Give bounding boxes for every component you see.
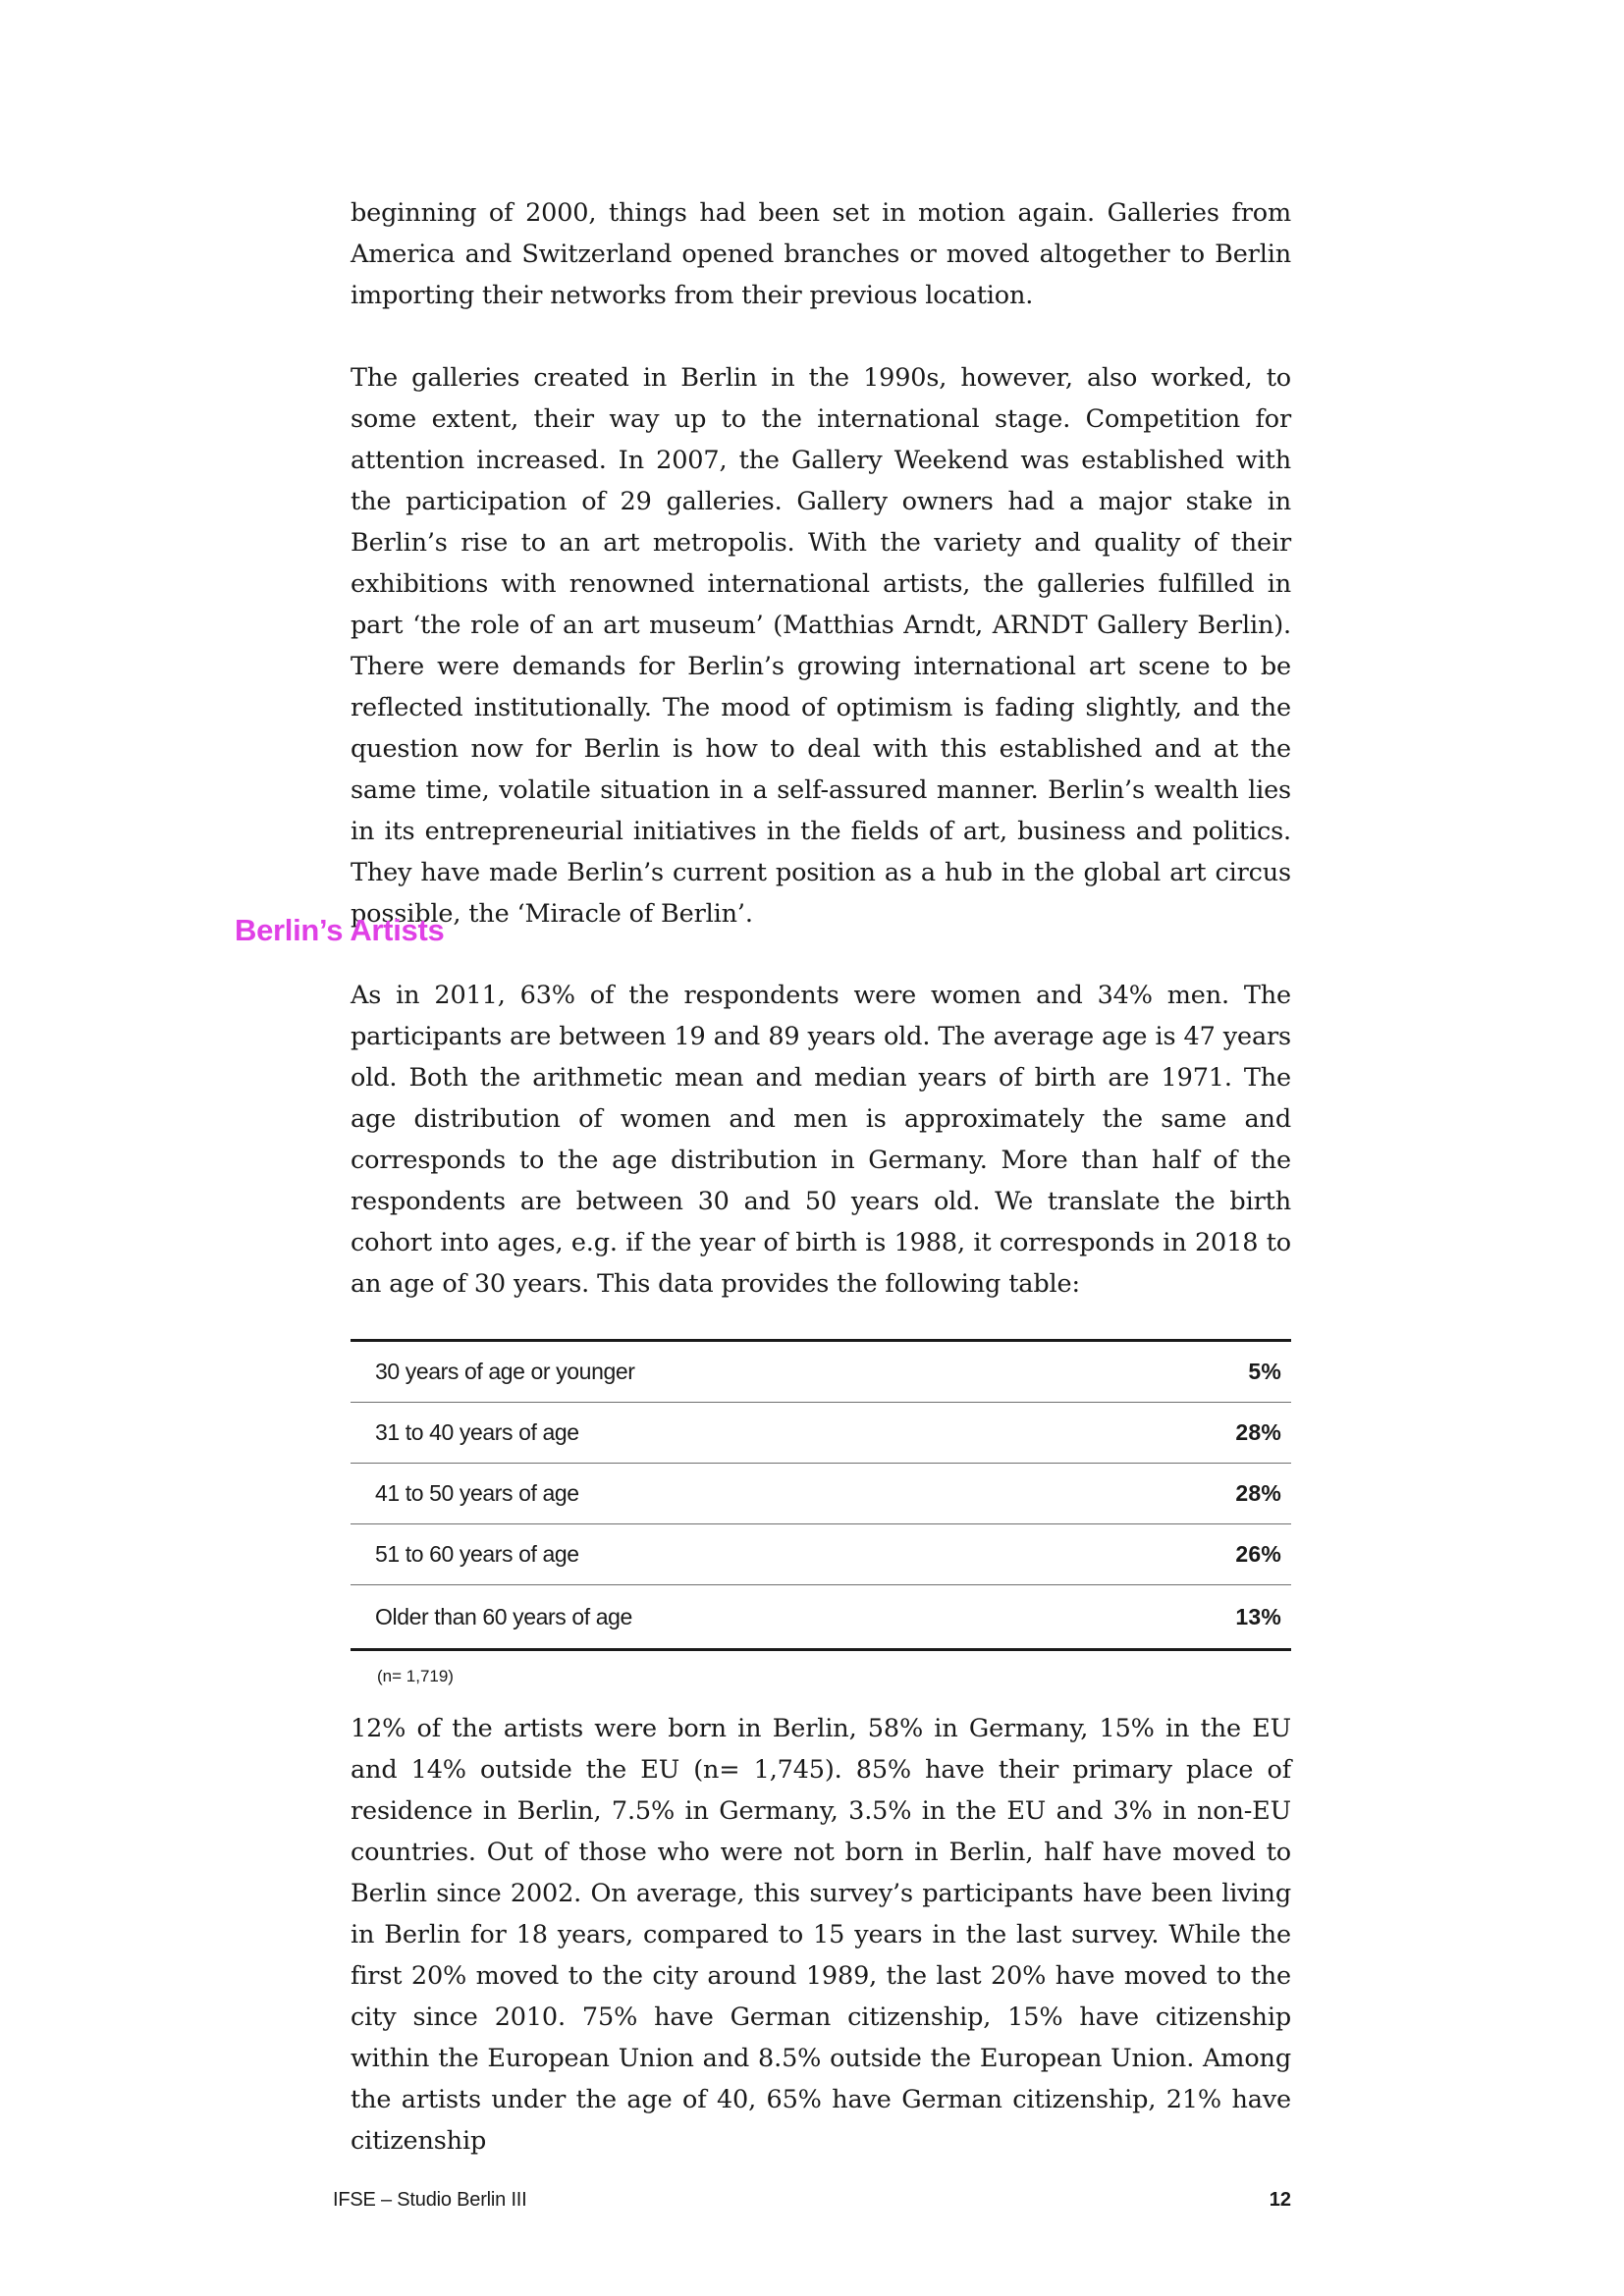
- row-label: 31 to 40 years of age: [375, 1419, 579, 1445]
- row-value: 5%: [1248, 1359, 1281, 1384]
- footer-publication: IFSE – Studio Berlin III: [333, 2189, 527, 2211]
- section-heading: Berlin’s Artists: [235, 913, 445, 947]
- row-value: 13%: [1235, 1603, 1281, 1629]
- demographics-paragraph: As in 2011, 63% of the respondents were women and 34% men. The participants are between 19 and 89 years old. The average age is 47 years old. Both the arithmetic mean and median years of birth are 1971. The age distribution of women and men is approximately the same and corresponds to the age distribution in Germany. More than half of the respondents are between 30 and 50 years old. We translate the birth cohort into ages, e.g. if the year of birth is 1988, it corresponds in 2018 to an age of 30 years. This data provides the following table:: [351, 981, 1291, 1299]
- age-distribution-table: [351, 1339, 1291, 1651]
- row-label: 41 to 50 years of age: [375, 1480, 579, 1506]
- page-number: 12: [1269, 2189, 1291, 2211]
- origin-paragraph: 12% of the artists were born in Berlin, 58% in Germany, 15% in the EU and 14% outside the EU (n= 1,745). 85% have their primary place of residence in Berlin, 7.5% in Germany, 3.5% in the EU and 3% in non-EU countries. Out of those who were not born in Berlin, half have moved to Berlin since 2002. On average, this survey’s participants have been living in Berlin for 18 years, compared to 15 years in the last survey. While the first 20% moved to the city around 1989, the last 20% have moved to the city since 2010. 75% have German citizenship, 15% have citizenship within the European Union and 8.5% outside the European Union. Among the artists under the age of 40, 65% have German citizenship, 21% have citizenship: [351, 1714, 1291, 2156]
- intro-paragraph: beginning of 2000, things had been set in motion again. Galleries from America and Switzerland opened branches or moved altogether to Berlin importing their networks from their previous location.: [351, 198, 1291, 310]
- row-label: Older than 60 years of age: [375, 1603, 632, 1629]
- row-value: 28%: [1235, 1419, 1281, 1445]
- row-value: 28%: [1235, 1480, 1281, 1506]
- table-row: [351, 1464, 1291, 1524]
- row-label: 51 to 60 years of age: [375, 1541, 579, 1567]
- table-row: [351, 1524, 1291, 1585]
- table-row: [351, 1342, 1291, 1403]
- table-row: [351, 1403, 1291, 1464]
- sample-size-note: (n= 1,719): [377, 1667, 454, 1685]
- galleries-paragraph: The galleries created in Berlin in the 1990s, however, also worked, to some extent, their way up to the international stage. Competition for attention increased. In 2007, the Gallery Weekend was established with the participation of 29 galleries. Gallery owners had a major stake in Berlin’s rise to an art metropolis. With the variety and quality of their exhibitions with renowned international artists, the galleries fulfilled in part ‘the role of an art museum’ (Matthias Arndt, ARNDT Gallery Berlin). There were demands for Berlin’s growing international art scene to be reflected institutionally. The mood of optimism is fading slightly, and the question now for Berlin is how to deal with this established and at the same time, volatile situation in a self-assured manner. Berlin’s wealth lies in its entrepreneurial initiatives in the fields of art, business and politics. They have made Berlin’s current position as a hub in the global art circus possible, the ‘Miracle of Berlin’.: [351, 363, 1291, 929]
- table-row: [351, 1585, 1291, 1648]
- row-value: 26%: [1235, 1541, 1281, 1567]
- row-label: 30 years of age or younger: [375, 1359, 635, 1384]
